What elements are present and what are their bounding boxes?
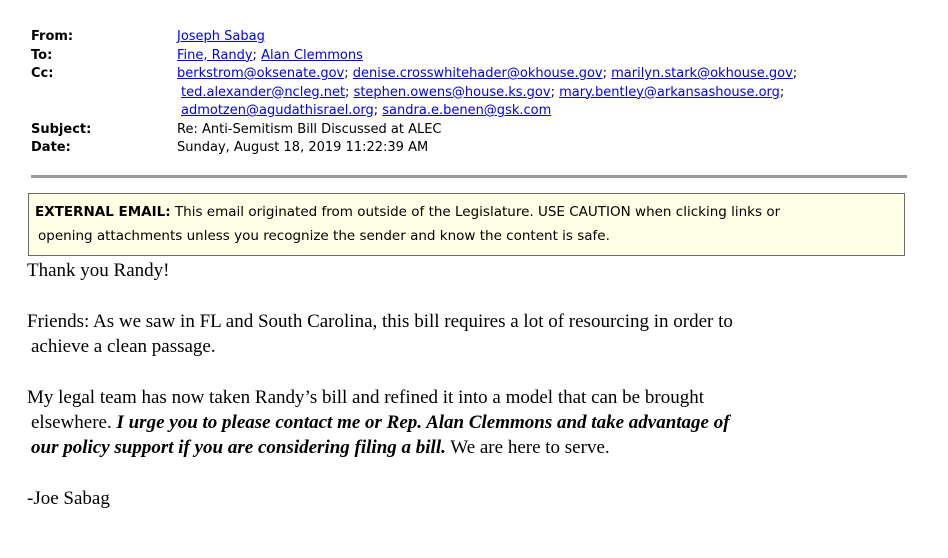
warning-text-2: opening attachments unless you recognize the sender and know the content is safe.	[38, 228, 610, 244]
email-body	[27, 258, 927, 537]
from-link[interactable]: Joseph Sabag	[177, 29, 265, 44]
cc-link[interactable]: stephen.owens@house.ks.gov	[353, 84, 551, 100]
date-row	[31, 139, 911, 158]
greeting: Thank you Randy!	[27, 260, 170, 281]
subject-value: Re: Anti-Semitism Bill Discussed at ALEC	[177, 121, 442, 137]
header-divider	[31, 175, 907, 178]
warning-label: EXTERNAL EMAIL:	[35, 204, 171, 220]
cc-link[interactable]: ted.alexander@ncleg.net	[181, 84, 346, 100]
from-row	[31, 28, 911, 47]
cc-link[interactable]: denise.crosswhitehader@okhouse.gov	[352, 66, 603, 81]
warning-text-1: This email originated from outside of the Legislature. USE CAUTION when clicking links or	[170, 204, 781, 220]
date-value: Sunday, August 18, 2019 11:22:39 AM	[177, 140, 429, 155]
external-email-warning	[28, 193, 905, 256]
from-label: From:	[31, 29, 74, 44]
para3-line3-plain: We are here to serve.	[445, 437, 610, 458]
date-label: Date:	[31, 140, 71, 155]
to-link-alan-clemmons[interactable]: Alan Clemmons	[261, 47, 363, 63]
cc-link[interactable]: admotzen@agudathisrael.org	[181, 103, 374, 118]
subject-label: Subject:	[31, 121, 92, 137]
cc-link[interactable]: mary.bentley@arkansashouse.org	[559, 84, 780, 100]
paragraph-friends	[27, 309, 927, 359]
to-label: To:	[31, 47, 53, 63]
email-header	[31, 28, 911, 158]
para3-line1: My legal team has now taken Randy’s bill and refined it into a model that can be brought	[27, 387, 704, 408]
para2-line1: Friends: As we saw in FL and South Carolina, this bill requires a lot of resourcing in order to	[27, 311, 733, 332]
para3-line2-emphasis: I urge you to please contact me or Rep. Alan Clemmons and take advantage of	[116, 412, 730, 433]
to-row: To: Fine, Randy; Alan Clemmons	[31, 47, 911, 66]
warning-line-1	[35, 200, 896, 224]
cc-link[interactable]: berkstrom@oksenate.gov	[177, 66, 345, 81]
paragraph-legal-team	[27, 385, 927, 460]
para2-line2: achieve a clean passage.	[31, 336, 216, 357]
cc-link[interactable]: sandra.e.benen@gsk.com	[382, 103, 552, 118]
cc-row: Cc: berkstrom@oksenate.gov; denise.crosswhitehader@okhouse.gov; marilyn.stark@okhouse.gov; ted.alexander@ncleg.net; stephen.owens@house.ks.gov; mary.bentley@arkansashouse.org; admotzen@agudathisrael.org; sandra.e.benen@gsk.com	[31, 65, 911, 121]
cc-link[interactable]: marilyn.stark@okhouse.gov	[611, 66, 793, 81]
signoff: -Joe Sabag	[27, 488, 110, 509]
cc-label: Cc:	[31, 66, 54, 81]
subject-row	[31, 121, 911, 140]
para3-line2-plain: elsewhere.	[31, 412, 117, 433]
to-link-fine-randy[interactable]: Fine, Randy	[177, 47, 253, 63]
para3-line3-emphasis: our policy support if you are considering filing a bill.	[31, 437, 446, 458]
